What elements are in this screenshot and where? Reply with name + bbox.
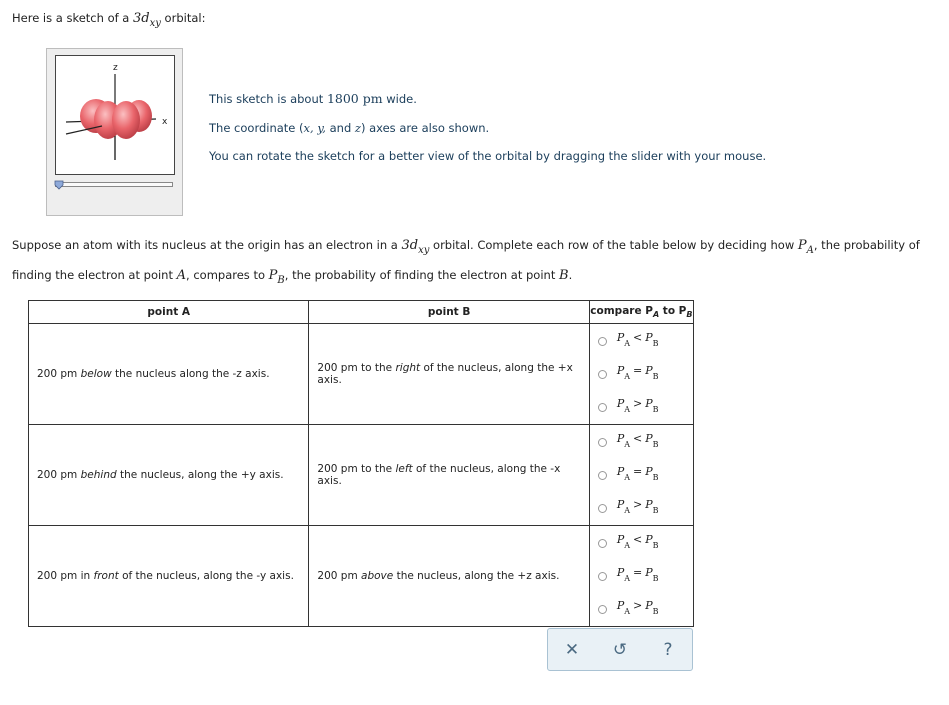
compare-option[interactable] — [590, 527, 693, 560]
point-b-cell: 200 pm above the nucleus, along the +z axis. — [309, 526, 589, 627]
compare-option[interactable] — [590, 560, 693, 593]
compare-option[interactable] — [590, 459, 693, 492]
compare-cell — [589, 526, 693, 627]
point-a-cell: 200 pm below the nucleus along the -z axis. — [29, 324, 309, 425]
comparison-label: $P_A > P_B$ — [616, 598, 659, 616]
orbital-svg — [56, 56, 174, 174]
rotation-slider-track[interactable] — [55, 182, 173, 187]
radio-button[interactable] — [598, 370, 607, 379]
compare-option[interactable] — [590, 593, 693, 626]
answer-toolbar — [547, 628, 693, 671]
orbital-sketch — [55, 55, 175, 175]
comparison-label: $P_A = P_B$ — [616, 464, 659, 482]
radio-button[interactable] — [598, 438, 607, 447]
comparison-label: $P_A > P_B$ — [616, 396, 659, 414]
header-point-a: point A — [29, 301, 309, 324]
radio-button[interactable] — [598, 504, 607, 513]
compare-option[interactable] — [590, 391, 693, 424]
radio-button[interactable] — [598, 403, 607, 412]
info-size: This sketch is about 1800 pm wide. — [209, 91, 417, 106]
table-row — [29, 526, 694, 627]
table-header-row — [29, 301, 694, 324]
compare-option[interactable] — [590, 426, 693, 459]
question-text: Suppose an atom with its nucleus at the origin has an electron in a $3d_{xy}$ orbital. Complete each row of the table below by deciding how $P_A$, the probability of finding the electron at point A, compares to $P_B$, the probability of finding the electron at point B. — [12, 238, 920, 286]
point-b-cell: 200 pm to the right of the nucleus, along the +x axis. — [309, 324, 589, 425]
comparison-label: $P_A = P_B$ — [616, 565, 659, 583]
rotation-slider-thumb[interactable] — [54, 180, 64, 190]
axis-x-label: x — [162, 117, 168, 127]
compare-cell — [589, 425, 693, 526]
comparison-label: $P_A < P_B$ — [616, 330, 659, 348]
info-rotate: You can rotate the sketch for a better view of the orbital by dragging the slider with your mouse. — [209, 149, 767, 163]
comparison-label: $P_A > P_B$ — [616, 497, 659, 515]
point-a-cell: 200 pm behind the nucleus, along the +y axis. — [29, 425, 309, 526]
info-axes: The coordinate (x, y, and z) axes are also shown. — [209, 121, 490, 135]
clear-button[interactable]: ✕ — [564, 639, 580, 660]
help-button[interactable]: ? — [663, 639, 673, 660]
table-row — [29, 425, 694, 526]
orbital-viewer — [46, 48, 183, 216]
radio-button[interactable] — [598, 539, 607, 548]
header-compare: compare $P_A$ to $P_B$ — [589, 301, 693, 324]
point-b-cell: 200 pm to the left of the nucleus, along the -x axis. — [309, 425, 589, 526]
compare-cell — [589, 324, 693, 425]
undo-button[interactable]: ↺ — [612, 639, 628, 660]
table-row — [29, 324, 694, 425]
header-point-b: point B — [309, 301, 589, 324]
compare-option[interactable] — [590, 358, 693, 391]
comparison-label: $P_A < P_B$ — [616, 431, 659, 449]
compare-option[interactable] — [590, 492, 693, 525]
point-a-cell: 200 pm in front of the nucleus, along the -y axis. — [29, 526, 309, 627]
comparison-table — [28, 300, 694, 627]
intro-text: Here is a sketch of a $3d_{xy}$ orbital: — [12, 11, 206, 29]
radio-button[interactable] — [598, 605, 607, 614]
compare-option[interactable] — [590, 325, 693, 358]
radio-button[interactable] — [598, 572, 607, 581]
comparison-label: $P_A = P_B$ — [616, 363, 659, 381]
axis-z-label: z — [113, 63, 118, 73]
comparison-label: $P_A < P_B$ — [616, 532, 659, 550]
radio-button[interactable] — [598, 471, 607, 480]
radio-button[interactable] — [598, 337, 607, 346]
